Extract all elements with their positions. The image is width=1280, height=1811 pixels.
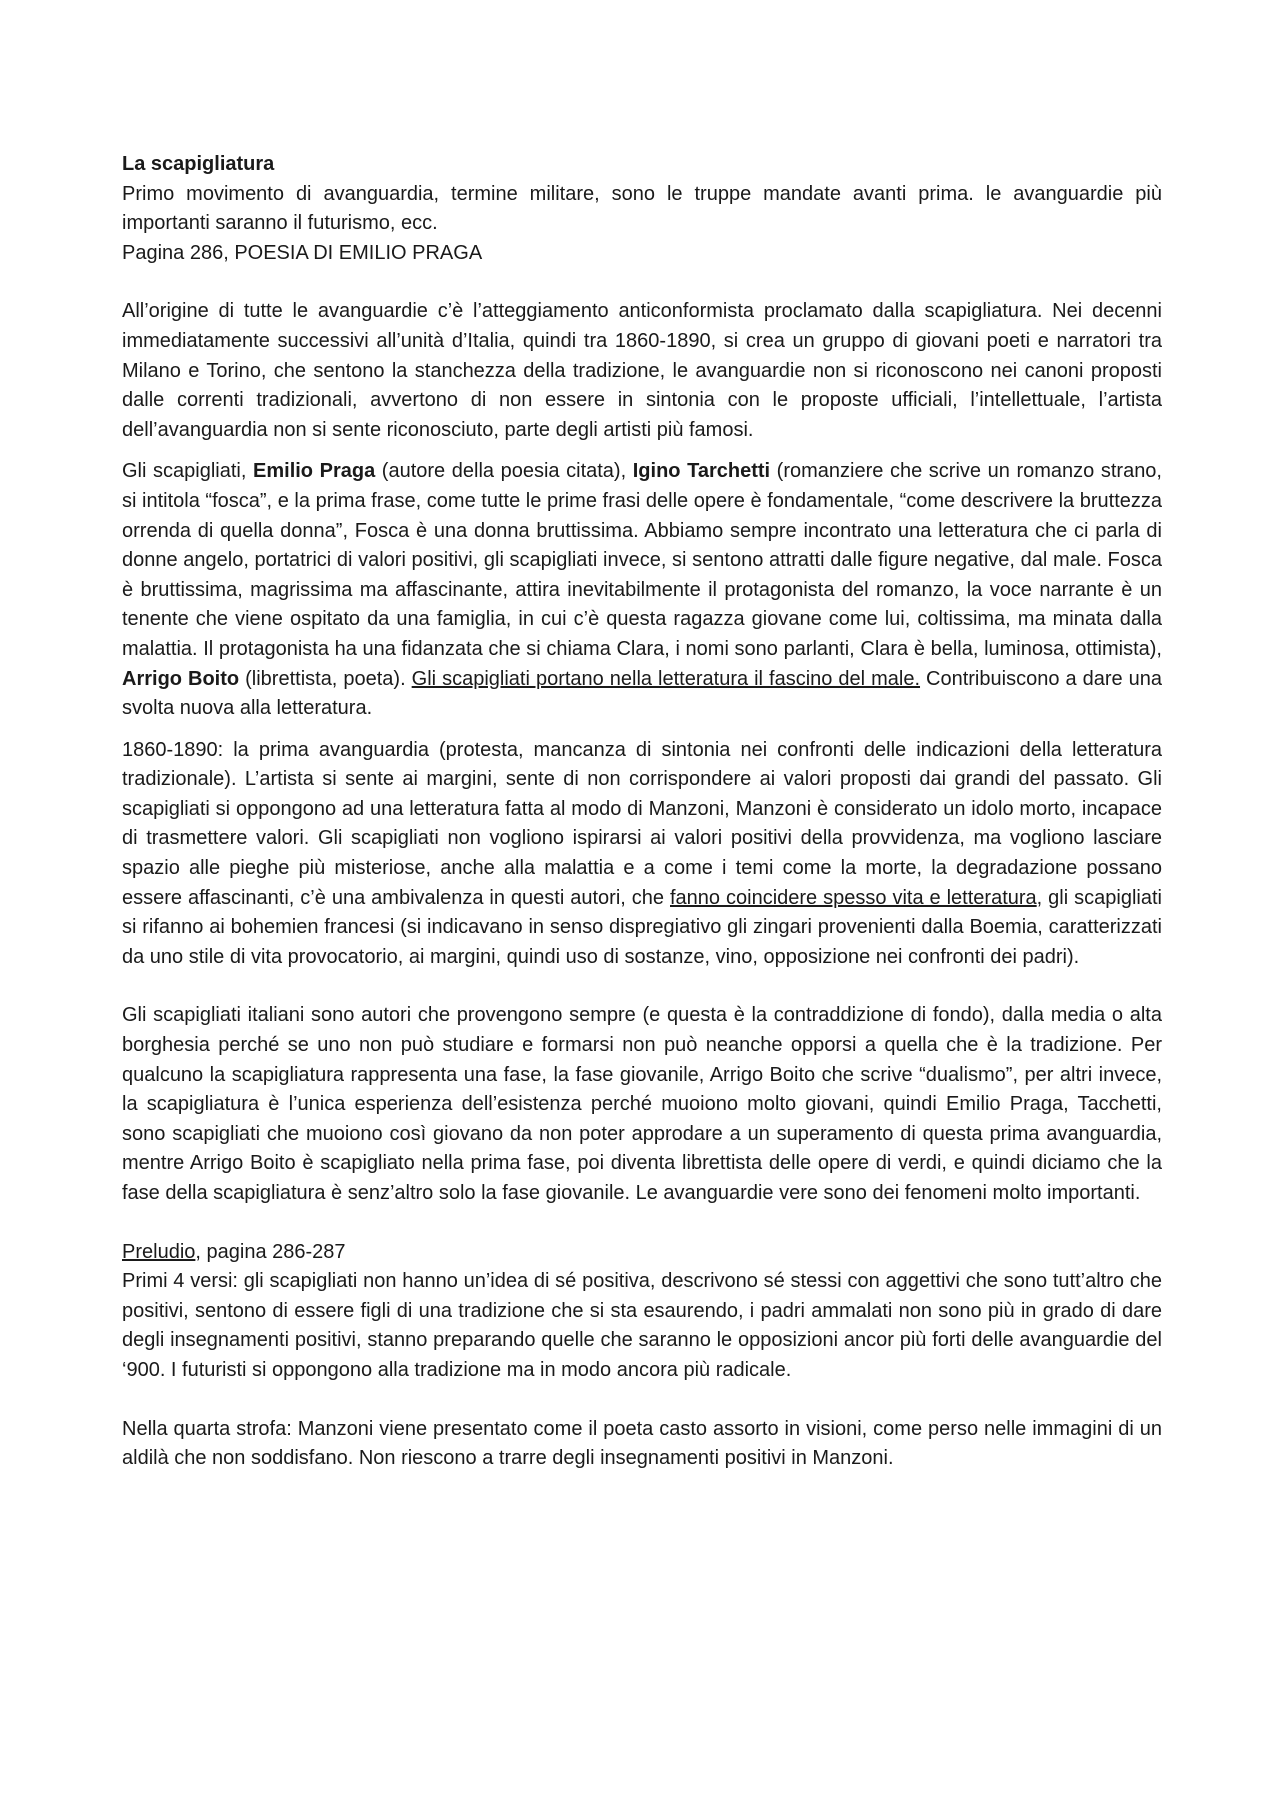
page-reference: Pagina 286, POESIA DI EMILIO PRAGA	[122, 241, 483, 264]
preludio-link: Preludio	[122, 1240, 196, 1263]
text-span: Gli scapigliati,	[122, 460, 254, 483]
paragraph-italian-scapigliati: Gli scapigliati italiani sono autori che provengono sempre (e questa è la contraddizione di fondo), dalla media o alta borghesia perché se uno non può studiare e formarsi non può neanche opporsi a quella che è la tradizione. Per qualcuno la scapigliatura rappresenta una fase, la fase giovanile, Arrigo Boito che scrive “dualismo”, per altri invece, la scapigliatura è l’unica esperienza dell’esistenza perché muoiono molto giovani, quindi Emilio Praga, Tacchetti, sono scapigliati che muoiono così giovano da non poter approdare a un superamento di questa prima avanguardia, mentre Arrigo Boito è scapigliato nella prima fase, poi diventa librettista delle opere di verdi, e quindi diciamo che la fase della scapigliatura è senz’altro solo la fase giovanile. Le avanguardie vere sono dei fenomeni molto importanti.	[122, 1004, 1162, 1204]
paragraph-first-verses: Primi 4 versi: gli scapigliati non hanno un’idea di sé positiva, descrivono sé stessi con aggettivi che sono tutt’altro che positivi, sentono di essere figli di una tradizione che si sta esaurendo, i padri ammalati non sono più in grado di dare degli insegnamenti positivi, stanno preparando quelle che saranno le opposizioni ancor più forti delle avanguardie del ‘900. I futuristi si oppongono alla tradizione ma in modo ancora più radicale.	[122, 1270, 1162, 1381]
document-page	[122, 150, 1162, 1474]
paragraph-origins: All’origine di tutte le avanguardie c’è l’atteggiamento anticonformista proclamato dalla scapigliatura. Nei decenni immediatamente successivi all’unità d’Italia, quindi tra 1860-1890, si crea un gruppo di giovani poeti e narratori tra Milano e Torino, che sentono la stanchezza della tradizione, le avanguardie non si riconoscono nei canoni proposti dalle correnti tradizionali, avvertono di non essere in sintonia con le proposte ufficiali, l’intellettuale, l’artista dell’avanguardia non si sente riconosciuto, parte degli artisti più famosi.	[122, 300, 1162, 441]
text-span: (librettista, poeta).	[239, 667, 412, 690]
text-span: 1860-1890: la prima avanguardia (protesta, mancanza di sintonia nei confronti delle indicazioni della letteratura tradizionale). L’artista si sente ai margini, sente di non corrispondere ai valori proposti dai grandi del passato. Gli scapigliati si oppongono ad una letteratura fatta al modo di Manzoni, Manzoni è considerato un idolo morto, incapace di trasmettere valori. Gli scapigliati non vogliono ispirarsi ai valori positivi della provvidenza, ma vogliono lasciare spazio alle pieghe più misteriose, anche alla malattia e a come i temi come la morte, la degradazione possano essere affascinanti, c’è una ambivalenza in questi autori, che	[122, 738, 1162, 909]
underlined-key-sentence: Gli scapigliati portano nella letteratura il fascino del male.	[411, 667, 921, 690]
text-span: (romanziere che scrive un romanzo strano, si intitola “fosca”, e la prima frase, come tutte le prime frasi delle opere è fondamentale, “come descrivere la bruttezza orrenda di quella donna”, Fosca è una donna bruttissima. Abbiamo sempre incontrato una letteratura che ci parla di donne angelo, portatrici di valori positivi, gli scapigliati invece, si sentono attratti dalle figure negative, dal male. Fosca è bruttissima, magrissima ma affascinante, attira inevitabilmente il protagonista del romanzo, la voce narrante è un tenente che viene ospitato da una famiglia, in cui c’è questa ragazza giovane come lui, coltissima, ma minata dalla malattia. Il protagonista ha una fidanzata che si chiama Clara, i nomi sono parlanti, Clara è bella, luminosa, ottimista),	[122, 460, 1162, 660]
text-span: (autore della poesia citata),	[375, 460, 633, 483]
paragraph-authors	[122, 457, 1162, 723]
text-span: , gli scapigliati si rifanno ai bohemien francesi (si indicavano in senso dispregiativo gli zingari provenienti dalla Boemia, caratterizzati da uno stile di vita provocatorio, ai margini, quindi uso di sostanze, vino, opposizione nei confronti dei padri).	[122, 886, 1162, 968]
text-span: Contribuiscono a dare una svolta nuova alla letteratura.	[122, 667, 1162, 720]
paragraph-fourth-stanza: Nella quarta strofa: Manzoni viene presentato come il poeta casto assorto in visioni, come perso nelle immagini di un aldilà che non soddisfano. Non riescono a trarre degli insegnamenti positivi in Manzoni.	[122, 1417, 1162, 1470]
author-arrigo-boito: Arrigo Boito	[122, 667, 240, 690]
preludio-heading	[122, 1238, 1162, 1268]
document-title: La scapigliatura	[122, 153, 275, 175]
paragraph-first-avantgarde	[122, 736, 1162, 973]
author-emilio-praga: Emilio Praga	[253, 460, 376, 483]
author-igino-tarchetti: Igino Tarchetti	[632, 460, 771, 483]
preludio-pages: , pagina 286-287	[195, 1240, 346, 1263]
intro-paragraph: Primo movimento di avanguardia, termine militare, sono le truppe mandate avanti prima. le avanguardie più importanti saranno il futurismo, ecc.	[122, 182, 1162, 235]
underlined-phrase: fanno coincidere spesso vita e letteratura	[670, 886, 1037, 909]
